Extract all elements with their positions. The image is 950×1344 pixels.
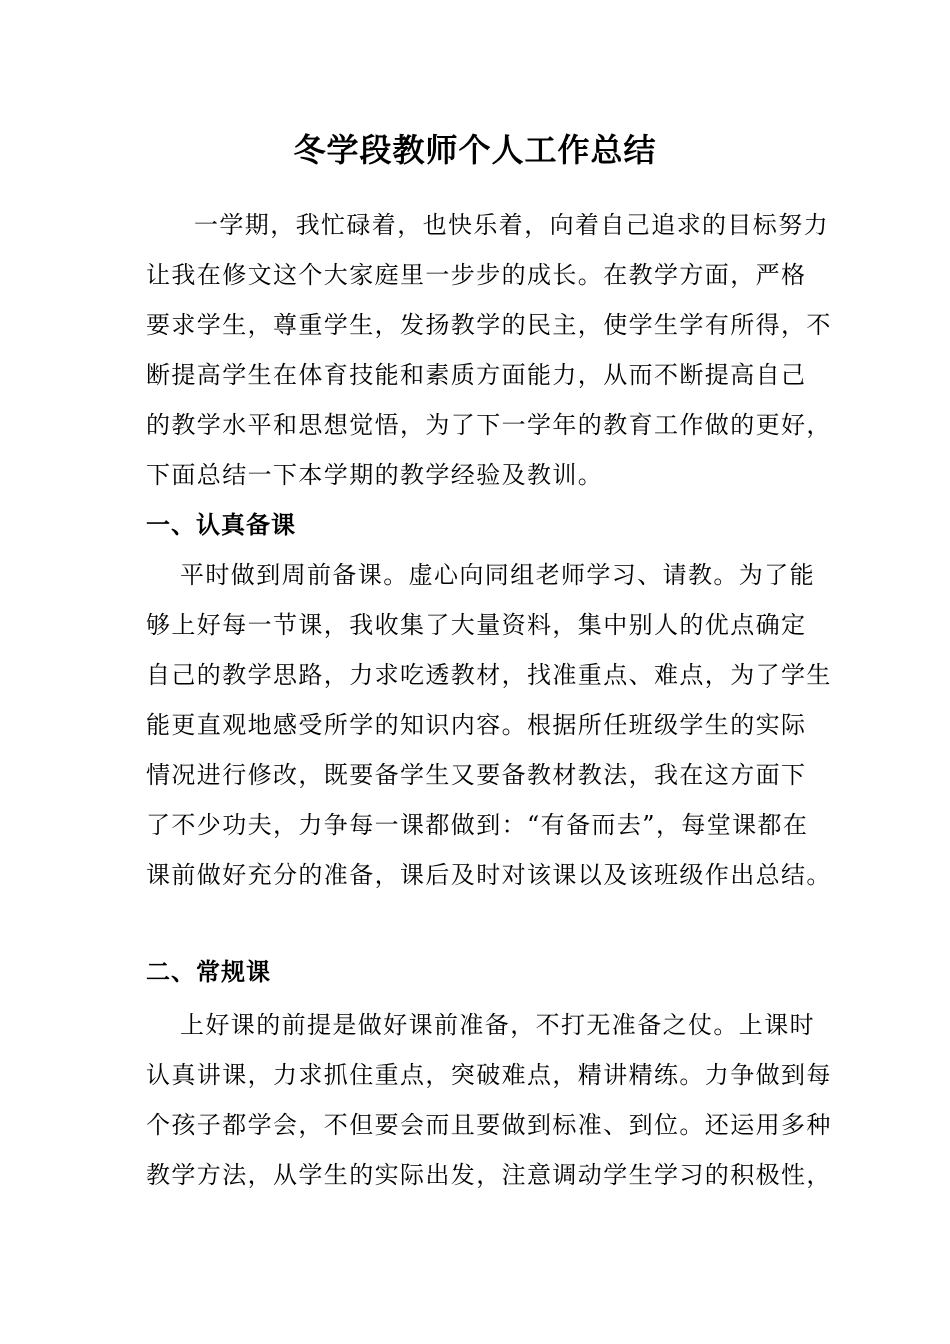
section-heading-2: 二、常规课 xyxy=(146,957,271,986)
section1-line-4: 能更直观地感受所学的知识内容。根据所任班级学生的实际 xyxy=(146,711,807,739)
section2-line-3: 个孩子都学会，不但要会而且要做到标准、到位。还运用多种 xyxy=(146,1111,832,1139)
section1-line-2: 够上好每一节课，我收集了大量资料，集中别人的优点确定 xyxy=(146,611,807,639)
section2-line-1: 上好课的前提是做好课前准备，不打无准备之仗。上课时 xyxy=(180,1011,815,1039)
section1-line-5: 情况进行修改，既要备学生又要备教材教法，我在这方面下 xyxy=(146,761,807,789)
section2-line-2: 认真讲课，力求抓住重点，突破难点，精讲精练。力争做到每 xyxy=(146,1061,832,1089)
section-heading-1: 一、认真备课 xyxy=(146,510,296,539)
intro-line-2: 让我在修文这个大家庭里一步步的成长。在教学方面，严格 xyxy=(146,261,807,289)
section1-line-7: 课前做好充分的准备，课后及时对该课以及该班级作出总结。 xyxy=(146,861,832,889)
intro-line-5: 的教学水平和思想觉悟，为了下一学年的教育工作做的更好， xyxy=(146,411,832,439)
section1-line-1: 平时做到周前备课。虚心向同组老师学习、请教。为了能 xyxy=(180,561,815,589)
intro-line-6: 下面总结一下本学期的教学经验及教训。 xyxy=(146,461,604,489)
section1-line-6: 了不少功夫，力争每一课都做到：“有备而去”，每堂课都在 xyxy=(146,811,809,839)
intro-line-4: 断提高学生在体育技能和素质方面能力，从而不断提高自己 xyxy=(146,361,807,389)
intro-line-1: 一学期，我忙碌着，也快乐着，向着自己追求的目标努力 xyxy=(194,211,829,239)
intro-line-3: 要求学生，尊重学生，发扬教学的民主，使学生学有所得，不 xyxy=(146,311,832,339)
section2-line-4: 教学方法，从学生的实际出发，注意调动学生学习的积极性， xyxy=(146,1161,832,1189)
document-title: 冬学段教师个人工作总结 xyxy=(293,131,657,169)
section1-line-3: 自己的教学思路，力求吃透教材，找准重点、难点，为了学生 xyxy=(146,661,832,689)
